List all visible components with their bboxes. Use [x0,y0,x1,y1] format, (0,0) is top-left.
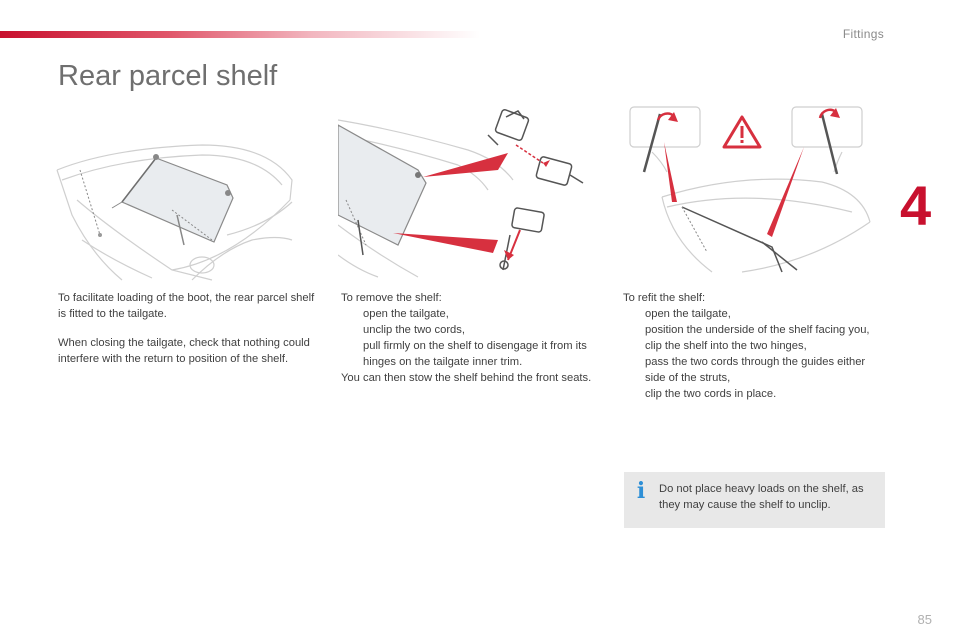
list-item: clip the shelf into the two hinges, [645,340,807,352]
intro-column [58,290,320,380]
list-item: open the tailgate, [645,308,731,320]
remove-outro: You can then stow the shelf behind the front seats. [341,372,592,384]
warning-triangle-icon [724,117,760,147]
illustration-remove-shelf [338,105,600,280]
remove-shelf-column [341,290,603,386]
list-item: pull firmly on the shelf to disengage it from its hinges on the tailgate inner trim. [363,340,587,368]
info-icon: i [636,478,646,504]
refit-steps-list [623,306,885,402]
page-title: Rear parcel shelf [58,60,278,92]
chapter-number: 4 [900,174,932,237]
remove-intro: To remove the shelf: [341,292,442,304]
info-note-text: Do not place heavy loads on the shelf, as they may cause the shelf to unclip. [659,483,864,511]
list-item: clip the two cords in place. [645,388,777,400]
list-item: pass the two cords through the guides either side of the struts, [645,356,866,384]
illustration-shelf-overview [52,140,314,282]
section-label: Fittings [842,27,884,41]
intro-paragraph: To facilitate loading of the boot, the rear parcel shelf is fitted to the tailgate. [58,292,315,320]
info-note [624,472,885,528]
list-item: unclip the two cords, [363,324,465,336]
illustration-refit-shelf [622,102,884,280]
list-item: position the underside of the shelf facing you, [645,324,870,336]
refit-intro: To refit the shelf: [623,292,706,304]
refit-shelf-column [623,290,885,402]
page-number: 85 [917,612,932,627]
remove-steps-list [341,306,603,370]
warning-paragraph: When closing the tailgate, check that nothing could interfere with the return to position of the shelf. [58,337,310,365]
header-accent-bar [0,31,480,38]
list-item: open the tailgate, [363,308,449,320]
